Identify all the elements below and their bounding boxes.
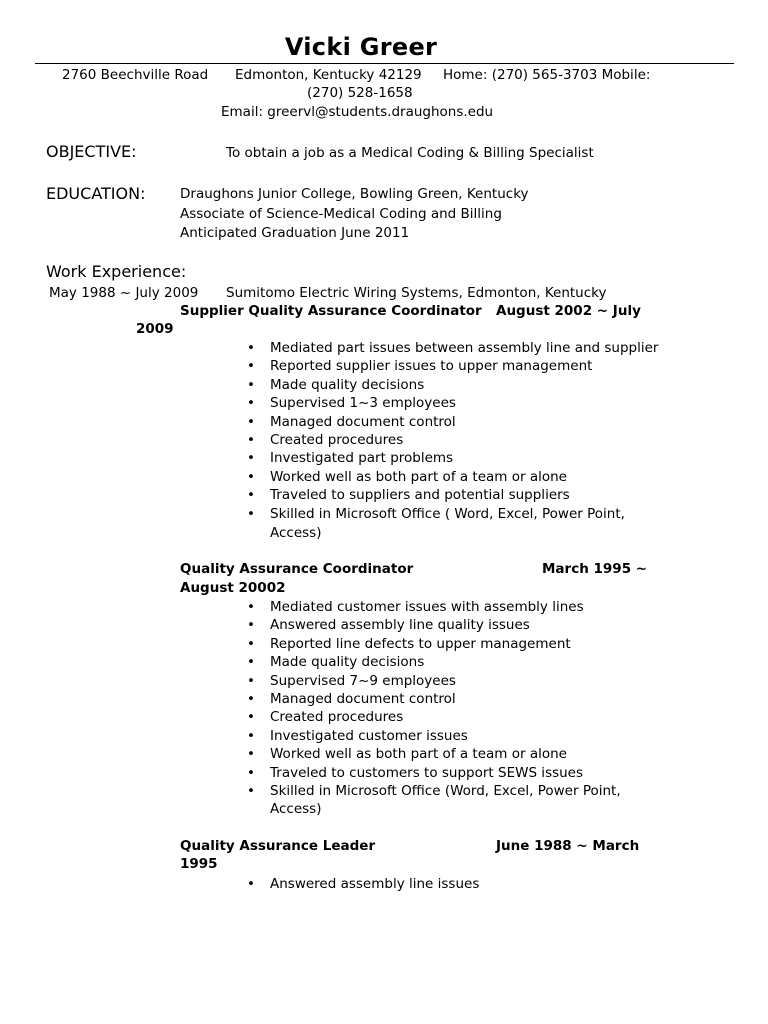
education-degree: Associate of Science-Medical Coding and Billing <box>180 206 502 222</box>
contact-phones: Home: (270) 565-3703 Mobile: <box>443 67 651 83</box>
objective-heading: OBJECTIVE: <box>46 142 137 161</box>
job-title: Supplier Quality Assurance Coordinator <box>180 303 482 319</box>
job-title: Quality Assurance Coordinator <box>180 561 414 577</box>
resume-name: Vicki Greer <box>284 33 438 61</box>
job-dates-cont: 1995 <box>180 856 218 872</box>
contact-email: Email: greervl@students.draughons.edu <box>221 104 494 120</box>
objective-text: To obtain a job as a Medical Coding & Billing Specialist <box>226 145 594 161</box>
duty-item: • Answered assembly line issues <box>270 875 479 893</box>
work-experience-heading: Work Experience: <box>46 262 187 281</box>
duty-item: • Traveled to suppliers and potential suppliers <box>270 486 658 504</box>
education-school: Draughons Junior College, Bowling Green, Kentucky <box>180 186 529 202</box>
duty-item: • Made quality decisions <box>270 376 658 394</box>
job-dates: March 1995 ~ <box>542 561 648 577</box>
employer-name: Sumitomo Electric Wiring Systems, Edmonton, Kentucky <box>226 285 607 301</box>
job-dates: June 1988 ~ March <box>496 838 640 854</box>
duty-item: • Investigated part problems <box>270 449 658 467</box>
contact-mobile: (270) 528-1658 <box>307 85 413 101</box>
job-duties-list <box>270 598 621 800</box>
duty-item: • Skilled in Microsoft Office (Word, Excel, Power Point, <box>270 782 621 800</box>
duty-item: • Answered assembly line quality issues <box>270 616 621 634</box>
contact-city: Edmonton, Kentucky 42129 <box>235 67 422 83</box>
contact-street: 2760 Beechville Road <box>62 67 209 83</box>
duty-item: • Created procedures <box>270 431 658 449</box>
duty-item: • Supervised 7~9 employees <box>270 672 621 690</box>
duty-item: • Mediated customer issues with assembly lines <box>270 598 621 616</box>
duty-item: • Investigated customer issues <box>270 727 621 745</box>
duty-item: • Reported supplier issues to upper management <box>270 357 658 375</box>
employer-dates: May 1988 ~ July 2009 <box>49 285 199 301</box>
duty-item: • Made quality decisions <box>270 653 621 671</box>
duty-item: • Skilled in Microsoft Office ( Word, Excel, Power Point, <box>270 505 658 523</box>
job-duties-list <box>270 875 479 893</box>
education-heading: EDUCATION: <box>46 184 146 203</box>
duty-item: • Traveled to customers to support SEWS issues <box>270 764 621 782</box>
duty-item: • Created procedures <box>270 708 621 726</box>
job-dates-cont: August 20002 <box>180 580 286 596</box>
duty-item: • Managed document control <box>270 690 621 708</box>
duty-item: • Managed document control <box>270 413 658 431</box>
duty-item: • Worked well as both part of a team or alone <box>270 745 621 763</box>
education-graduation: Anticipated Graduation June 2011 <box>180 225 410 241</box>
duty-item: • Worked well as both part of a team or alone <box>270 468 658 486</box>
header-divider <box>35 63 734 64</box>
duty-item: • Reported line defects to upper management <box>270 635 621 653</box>
job-dates-cont: 2009 <box>136 321 174 337</box>
duty-item: • Mediated part issues between assembly line and supplier <box>270 339 658 357</box>
job-dates: August 2002 ~ July <box>496 303 641 319</box>
duty-item-cont: Access) <box>270 525 322 541</box>
duty-item: • Supervised 1~3 employees <box>270 394 658 412</box>
job-title: Quality Assurance Leader <box>180 838 376 854</box>
duty-item-cont: Access) <box>270 801 322 817</box>
job-duties-list <box>270 339 658 523</box>
